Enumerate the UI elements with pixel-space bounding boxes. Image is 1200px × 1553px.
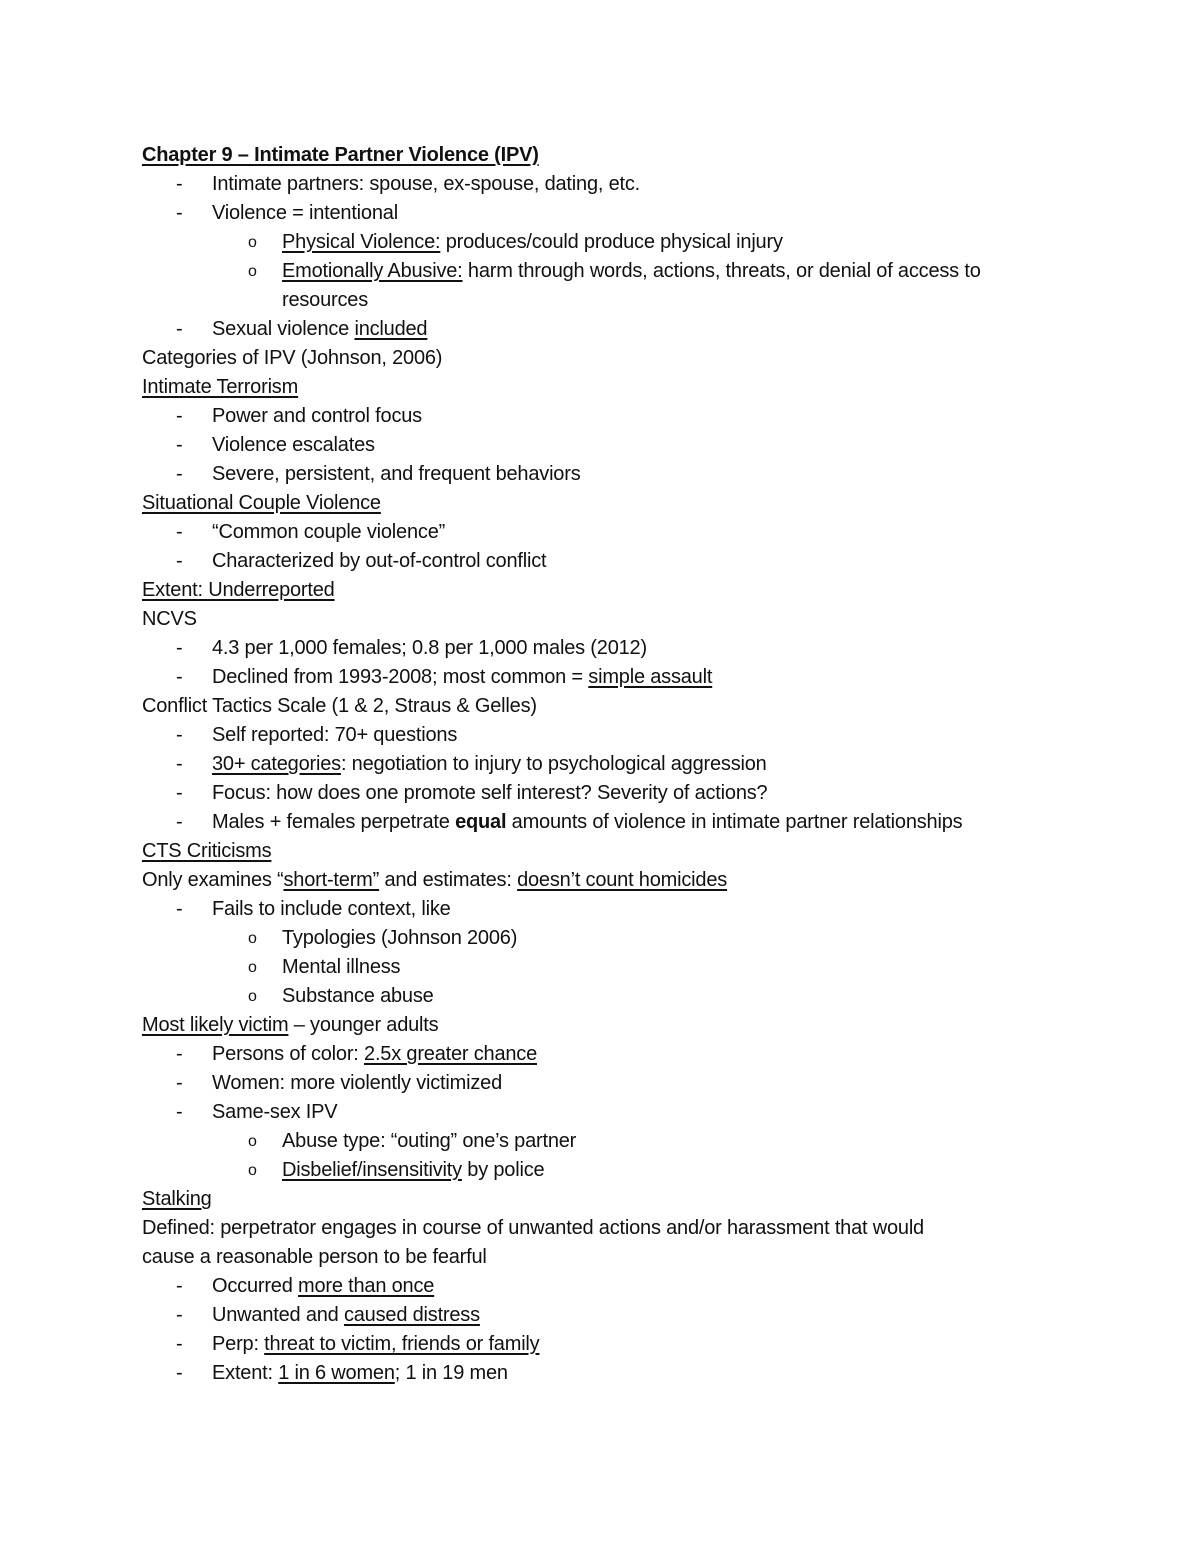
circle-bullet-marker: o: [248, 930, 257, 947]
sub-bullet-item: [142, 257, 1142, 286]
bullet-item: [142, 634, 1142, 663]
circle-bullet-marker: o: [248, 959, 257, 976]
text-segment: Mental illness: [282, 956, 401, 978]
circle-bullet-marker: o: [248, 234, 257, 251]
sub-bullet-item: [142, 228, 1142, 257]
text-segment: Intimate partners: spouse, ex-spouse, dating, etc.: [212, 173, 641, 195]
text-segment: Intimate Terrorism: [142, 376, 299, 398]
dash-bullet-marker: -: [176, 898, 183, 920]
bullet-item: [142, 895, 1142, 924]
dash-bullet-marker: -: [176, 782, 183, 804]
text-segment: simple assault: [588, 666, 713, 688]
text-segment: more than once: [298, 1275, 435, 1297]
text-segment: equal: [455, 811, 507, 833]
text-segment: Persons of color:: [212, 1043, 365, 1065]
text-segment: cause a reasonable person to be fearful: [142, 1246, 487, 1268]
text-segment: Declined from 1993-2008; most common =: [212, 666, 589, 688]
bullet-item: [142, 721, 1142, 750]
text-segment: Characterized by out-of-control conflict: [212, 550, 547, 572]
text-segment: Occurred: [212, 1275, 299, 1297]
bullet-item: [142, 1040, 1142, 1069]
dash-bullet-marker: -: [176, 1275, 183, 1297]
text-segment: Most likely victim: [142, 1014, 289, 1036]
dash-bullet-marker: -: [176, 202, 183, 224]
text-line: [142, 344, 1142, 373]
dash-bullet-marker: -: [176, 521, 183, 543]
dash-bullet-marker: -: [176, 637, 183, 659]
text-line: [142, 1214, 1142, 1243]
dash-bullet-marker: -: [176, 1333, 183, 1355]
dash-bullet-marker: -: [176, 550, 183, 572]
text-segment: Extent: Underreported: [142, 579, 335, 601]
bullet-item: [142, 808, 1142, 837]
dash-bullet-marker: -: [176, 666, 183, 688]
text-line: [142, 373, 1142, 402]
text-segment: Chapter 9 – Intimate Partner Violence (IPV): [142, 144, 539, 166]
text-line: [142, 605, 1142, 634]
dash-bullet-marker: -: [176, 434, 183, 456]
bullet-item: [142, 1301, 1142, 1330]
text-segment: Conflict Tactics Scale (1 & 2, Straus & Gelles): [142, 695, 537, 717]
dash-bullet-marker: -: [176, 1304, 183, 1326]
bullet-item: [142, 750, 1142, 779]
dash-bullet-marker: -: [176, 173, 183, 195]
text-segment: Males + females perpetrate: [212, 811, 456, 833]
text-segment: Unwanted and: [212, 1304, 344, 1326]
text-segment: – younger adults: [288, 1014, 439, 1036]
dash-bullet-marker: -: [176, 1043, 183, 1065]
bullet-item: [142, 170, 1142, 199]
text-segment: : negotiation to injury to psychological aggression: [340, 753, 767, 775]
text-segment: CTS Criticisms: [142, 840, 272, 862]
bullet-item: [142, 460, 1142, 489]
circle-bullet-marker: o: [248, 1133, 257, 1150]
text-segment: caused distress: [343, 1304, 480, 1326]
bullet-item: [142, 199, 1142, 228]
circle-bullet-marker: o: [248, 988, 257, 1005]
sub-bullet-item: [142, 286, 1142, 315]
text-segment: Sexual violence: [212, 318, 355, 340]
text-segment: Abuse type: “outing” one’s partner: [282, 1130, 577, 1152]
text-segment: Physical Violence:: [282, 231, 441, 253]
sub-bullet-item: [142, 953, 1142, 982]
text-segment: 4.3 per 1,000 females; 0.8 per 1,000 males (2012): [212, 637, 647, 659]
bullet-item: [142, 402, 1142, 431]
text-line: [142, 141, 1142, 170]
text-line: [142, 489, 1142, 518]
bullet-item: [142, 1098, 1142, 1127]
text-segment: by police: [461, 1159, 545, 1181]
text-line: [142, 692, 1142, 721]
text-segment: amounts of violence in intimate partner relationships: [506, 811, 963, 833]
dash-bullet-marker: -: [176, 318, 183, 340]
sub-bullet-item: [142, 982, 1142, 1011]
text-line: [142, 1011, 1142, 1040]
text-line: [142, 837, 1142, 866]
text-segment: Women: more violently victimized: [212, 1072, 502, 1094]
text-line: [142, 1185, 1142, 1214]
bullet-item: [142, 1272, 1142, 1301]
text-segment: Defined: perpetrator engages in course of unwanted actions and/or harassment that would: [142, 1217, 924, 1239]
dash-bullet-marker: -: [176, 1101, 183, 1123]
text-segment: threat to victim, friends or family: [264, 1333, 540, 1355]
bullet-item: [142, 663, 1142, 692]
bullet-item: [142, 779, 1142, 808]
text-line: [142, 866, 1142, 895]
text-segment: Same-sex IPV: [212, 1101, 338, 1123]
text-segment: doesn’t count homicides: [517, 869, 728, 891]
sub-bullet-item: [142, 1127, 1142, 1156]
dash-bullet-marker: -: [176, 405, 183, 427]
text-segment: Fails to include context, like: [212, 898, 451, 920]
text-segment: Focus: how does one promote self interest? Severity of actions?: [212, 782, 768, 804]
bullet-item: [142, 315, 1142, 344]
text-segment: Extent:: [212, 1362, 279, 1384]
dash-bullet-marker: -: [176, 753, 183, 775]
text-segment: Disbelief/insensitivity: [282, 1159, 462, 1181]
text-segment: “Common couple violence”: [212, 521, 446, 543]
dash-bullet-marker: -: [176, 1072, 183, 1094]
text-segment: Violence escalates: [212, 434, 375, 456]
circle-bullet-marker: o: [248, 263, 257, 280]
sub-bullet-item: [142, 924, 1142, 953]
dash-bullet-marker: -: [176, 1362, 183, 1384]
text-segment: Perp:: [212, 1333, 265, 1355]
text-segment: Stalking: [142, 1188, 212, 1210]
bullet-item: [142, 1359, 1142, 1388]
text-segment: and estimates:: [379, 869, 518, 891]
bullet-item: [142, 547, 1142, 576]
document-page: [142, 141, 1142, 1388]
text-segment: produces/could produce physical injury: [440, 231, 783, 253]
text-segment: Severe, persistent, and frequent behaviors: [212, 463, 581, 485]
sub-bullet-item: [142, 1156, 1142, 1185]
bullet-item: [142, 1069, 1142, 1098]
text-segment: Situational Couple Violence: [142, 492, 381, 514]
dash-bullet-marker: -: [176, 724, 183, 746]
text-segment: 30+ categories: [212, 753, 341, 775]
bullet-item: [142, 518, 1142, 547]
text-segment: Self reported: 70+ questions: [212, 724, 458, 746]
bullet-item: [142, 431, 1142, 460]
text-segment: short-term”: [283, 869, 380, 891]
bullet-item: [142, 1330, 1142, 1359]
text-segment: Emotionally Abusive:: [282, 260, 463, 282]
dash-bullet-marker: -: [176, 811, 183, 833]
text-segment: harm through words, actions, threats, or denial of access to: [462, 260, 981, 282]
text-segment: Only examines “: [142, 869, 284, 891]
circle-bullet-marker: o: [248, 1162, 257, 1179]
text-segment: resources: [282, 289, 369, 311]
dash-bullet-marker: -: [176, 463, 183, 485]
text-segment: 2.5x greater chance: [364, 1043, 538, 1065]
text-segment: Typologies (Johnson 2006): [282, 927, 518, 949]
text-segment: ; 1 in 19 men: [394, 1362, 508, 1384]
text-line: [142, 576, 1142, 605]
text-segment: Power and control focus: [212, 405, 422, 427]
text-segment: Violence = intentional: [212, 202, 398, 224]
text-segment: 1 in 6 women: [278, 1362, 395, 1384]
text-segment: Substance abuse: [282, 985, 434, 1007]
text-segment: NCVS: [142, 608, 197, 630]
text-segment: included: [354, 318, 428, 340]
text-line: [142, 1243, 1142, 1272]
text-segment: Categories of IPV (Johnson, 2006): [142, 347, 443, 369]
